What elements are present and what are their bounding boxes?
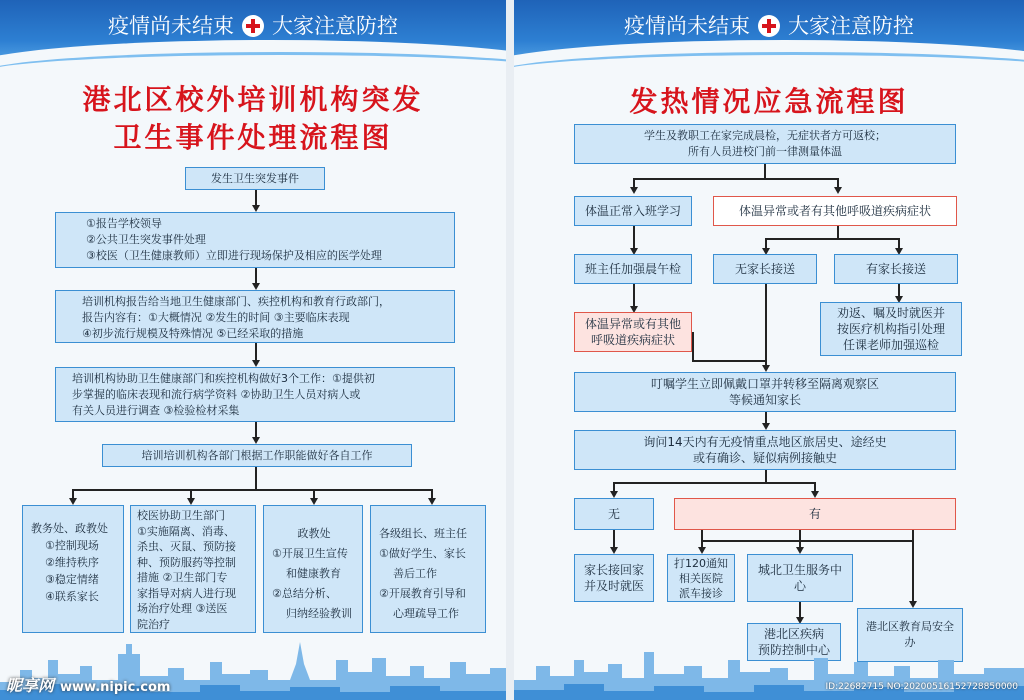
edge — [764, 164, 766, 178]
node-normal: 体温正常入班学习 — [574, 196, 692, 226]
node-yes: 有 — [674, 498, 956, 530]
node-check: 班主任加强晨午检 — [574, 254, 692, 284]
cdc-line: 港北区疾病 — [763, 627, 824, 641]
edge — [692, 360, 766, 362]
edge — [255, 268, 257, 284]
branch-line: ①开展卫生宣传 — [272, 547, 348, 560]
branch-line: 院治疗 — [137, 617, 170, 631]
branch-line: 善后工作 — [393, 567, 437, 580]
node-top — [574, 124, 956, 164]
advise-line: 劝返、嘱及时就医并 — [836, 306, 945, 320]
advise-line: 任课老师加强巡检 — [842, 338, 939, 352]
node-branch-politics — [263, 505, 363, 633]
step2-line: 培训机构报告给当地卫生健康部门、疾控机构和教育行政部门， — [82, 295, 390, 308]
step2-line: ④初步流行规模及特殊情况 ⑤已经采取的措施 — [82, 327, 304, 340]
node-parent-pickup — [574, 554, 654, 602]
arrow — [69, 498, 77, 505]
node-call120 — [667, 554, 735, 602]
branch-line: 杀虫、灭鼠、预防接 — [137, 540, 236, 553]
slogan-left: 疫情尚未结束 — [624, 14, 750, 38]
node-no: 无 — [574, 498, 654, 530]
arrow — [252, 360, 260, 367]
branch-line: 种、预防服药等控制 — [137, 555, 236, 569]
edge — [765, 238, 899, 240]
edge — [765, 284, 767, 366]
cdc-line: 预防控制中心 — [757, 643, 830, 657]
arrow — [762, 423, 770, 430]
branch-line: ②维持秩序 — [45, 556, 99, 569]
edge — [633, 226, 635, 249]
edge — [255, 343, 257, 361]
arrow — [762, 365, 770, 372]
branch-line: 校医协助卫生部门 — [137, 509, 225, 522]
arrow — [796, 547, 804, 554]
node-step1 — [55, 212, 455, 268]
edge — [837, 226, 839, 238]
top-line: 学生及教职工在家完成晨检，无症状者方可返校； — [644, 129, 886, 142]
edge — [701, 540, 913, 542]
node-step3 — [55, 367, 455, 422]
arrow — [252, 437, 260, 444]
node-step2 — [55, 290, 455, 343]
arrow — [834, 187, 842, 194]
banner-slogan — [514, 10, 1024, 40]
edge — [255, 190, 257, 206]
branch-line: 和健康教育 — [286, 567, 341, 580]
branch-line: ③稳定情绪 — [45, 573, 99, 586]
watermark-url: www.nipic.com — [60, 680, 171, 695]
edge — [633, 178, 838, 180]
node-isolate — [574, 372, 956, 412]
node-branch-teachers — [370, 505, 486, 633]
banner-slogan — [0, 10, 506, 40]
branch-line: 家指导对病人进行现 — [137, 586, 236, 600]
abnormal2-line: 体温异常或有其他 — [584, 317, 681, 331]
step2-line: 报告内容有：①大概情况 ②发生的时间 ③主要临床表现 — [82, 311, 350, 324]
call120-line: 相关医院 — [679, 571, 723, 585]
edge — [255, 422, 257, 438]
edge — [799, 530, 801, 548]
poster-left — [0, 0, 506, 700]
red-cross-icon — [242, 15, 264, 37]
node-start: 发生卫生突发事件 — [185, 167, 325, 190]
red-cross-icon — [758, 15, 780, 37]
branch-line: 各级组长、班主任 — [379, 527, 467, 540]
node-advise — [820, 302, 962, 356]
step3-line: 有关人员进行调查 ③检验检材采集 — [72, 404, 240, 417]
advise-line: 按医疗机构指引处理 — [836, 322, 945, 336]
step1-line: ③校医（卫生健康教师）立即进行现场保护及相应的医学处理 — [86, 249, 382, 262]
poster-right — [514, 0, 1024, 700]
arrow — [698, 547, 706, 554]
slogan-right: 大家注意防控 — [788, 14, 914, 38]
edge — [692, 332, 694, 361]
edge — [613, 530, 615, 548]
edge — [799, 602, 801, 618]
edge — [912, 530, 914, 602]
abnormal2-line: 呼吸道疾病症状 — [590, 333, 675, 347]
call120-line: 打120通知 — [674, 556, 728, 570]
node-branch-clinic — [130, 505, 256, 633]
arrow — [811, 491, 819, 498]
watermark-text: 昵享网 — [6, 676, 55, 695]
branch-line: 政教处 — [297, 527, 331, 540]
watermark-logo — [6, 673, 170, 696]
arrow — [909, 601, 917, 608]
branch-line: 归纳经验教训 — [286, 607, 352, 620]
left-title-line2: 卫生事件处理流程图 — [113, 121, 393, 154]
slogan-right: 大家注意防控 — [272, 14, 398, 38]
node-branch-academic — [22, 505, 124, 633]
ask-line: 或有确诊、疑似病例接触史 — [692, 451, 837, 465]
arrow — [252, 283, 260, 290]
edge — [72, 489, 432, 491]
watermark-id: ID:22682715 NO:20200516152728850000 — [825, 682, 1018, 692]
isolate-line: 等候通知家长 — [728, 393, 801, 407]
branch-line: ②总结分析、 — [272, 587, 337, 600]
pickup-line: 家长接回家 — [583, 563, 644, 577]
branch-line: 心理疏导工作 — [393, 607, 459, 620]
edge — [613, 482, 815, 484]
step1-line: ②公共卫生突发事件处理 — [86, 233, 206, 246]
edge — [255, 467, 257, 489]
right-title: 发热情况应急流程图 — [629, 85, 909, 118]
edge — [633, 284, 635, 307]
step3-line: 培训机构协助卫生健康部门和疾控机构做好3个工作：①提供初 — [72, 372, 375, 385]
branch-line: ①实施隔离、消毒、 — [137, 524, 235, 538]
step3-line: 步掌握的临床表现和流行病学资料 ②协助卫生人员对病人或 — [72, 388, 361, 401]
arrow — [187, 498, 195, 505]
branch-line: ②开展教育引导和 — [379, 587, 466, 600]
node-has-parent: 有家长接送 — [834, 254, 958, 284]
arrow — [610, 491, 618, 498]
node-step4: 培训培训机构各部门根据工作职能做好各自工作 — [102, 444, 412, 467]
step1-line: ①报告学校领导 — [86, 217, 162, 230]
arrow — [252, 205, 260, 212]
node-abnormal: 体温异常或者有其他呼吸道疾病症状 — [713, 196, 957, 226]
arrow — [630, 187, 638, 194]
arrow — [610, 547, 618, 554]
arrow — [428, 498, 436, 505]
branch-line: ①做好学生、家长 — [379, 547, 466, 560]
ask-line: 询问14天内有无疫情重点地区旅居史、途经史 — [643, 435, 887, 449]
node-ask — [574, 430, 956, 470]
node-abnormal2 — [574, 312, 692, 352]
call120-line: 派车接诊 — [679, 586, 723, 600]
node-health-center: 城北卫生服务中心 — [747, 554, 853, 602]
branch-line: 场治疗处理 ③送医 — [137, 602, 228, 615]
top-line: 所有人员进校门前一律测量体温 — [688, 145, 842, 158]
branch-line: 措施 ②卫生部门专 — [137, 571, 228, 584]
edge — [765, 470, 767, 482]
slogan-left: 疫情尚未结束 — [108, 14, 234, 38]
left-title-line1: 港北区校外培训机构突发 — [82, 83, 424, 116]
isolate-line: 叮嘱学生立即佩戴口罩并转移至隔离观察区 — [650, 377, 879, 391]
branch-line: ④联系家长 — [45, 590, 99, 603]
edge — [701, 530, 703, 548]
node-edu-bureau: 港北区教育局安全办 — [857, 608, 963, 662]
branch-line: ①控制现场 — [45, 539, 99, 552]
node-no-parent: 无家长接送 — [713, 254, 817, 284]
branch-line: 教务处、政教处 — [31, 522, 108, 535]
arrow — [310, 498, 318, 505]
pickup-line: 并及时就医 — [583, 579, 644, 593]
